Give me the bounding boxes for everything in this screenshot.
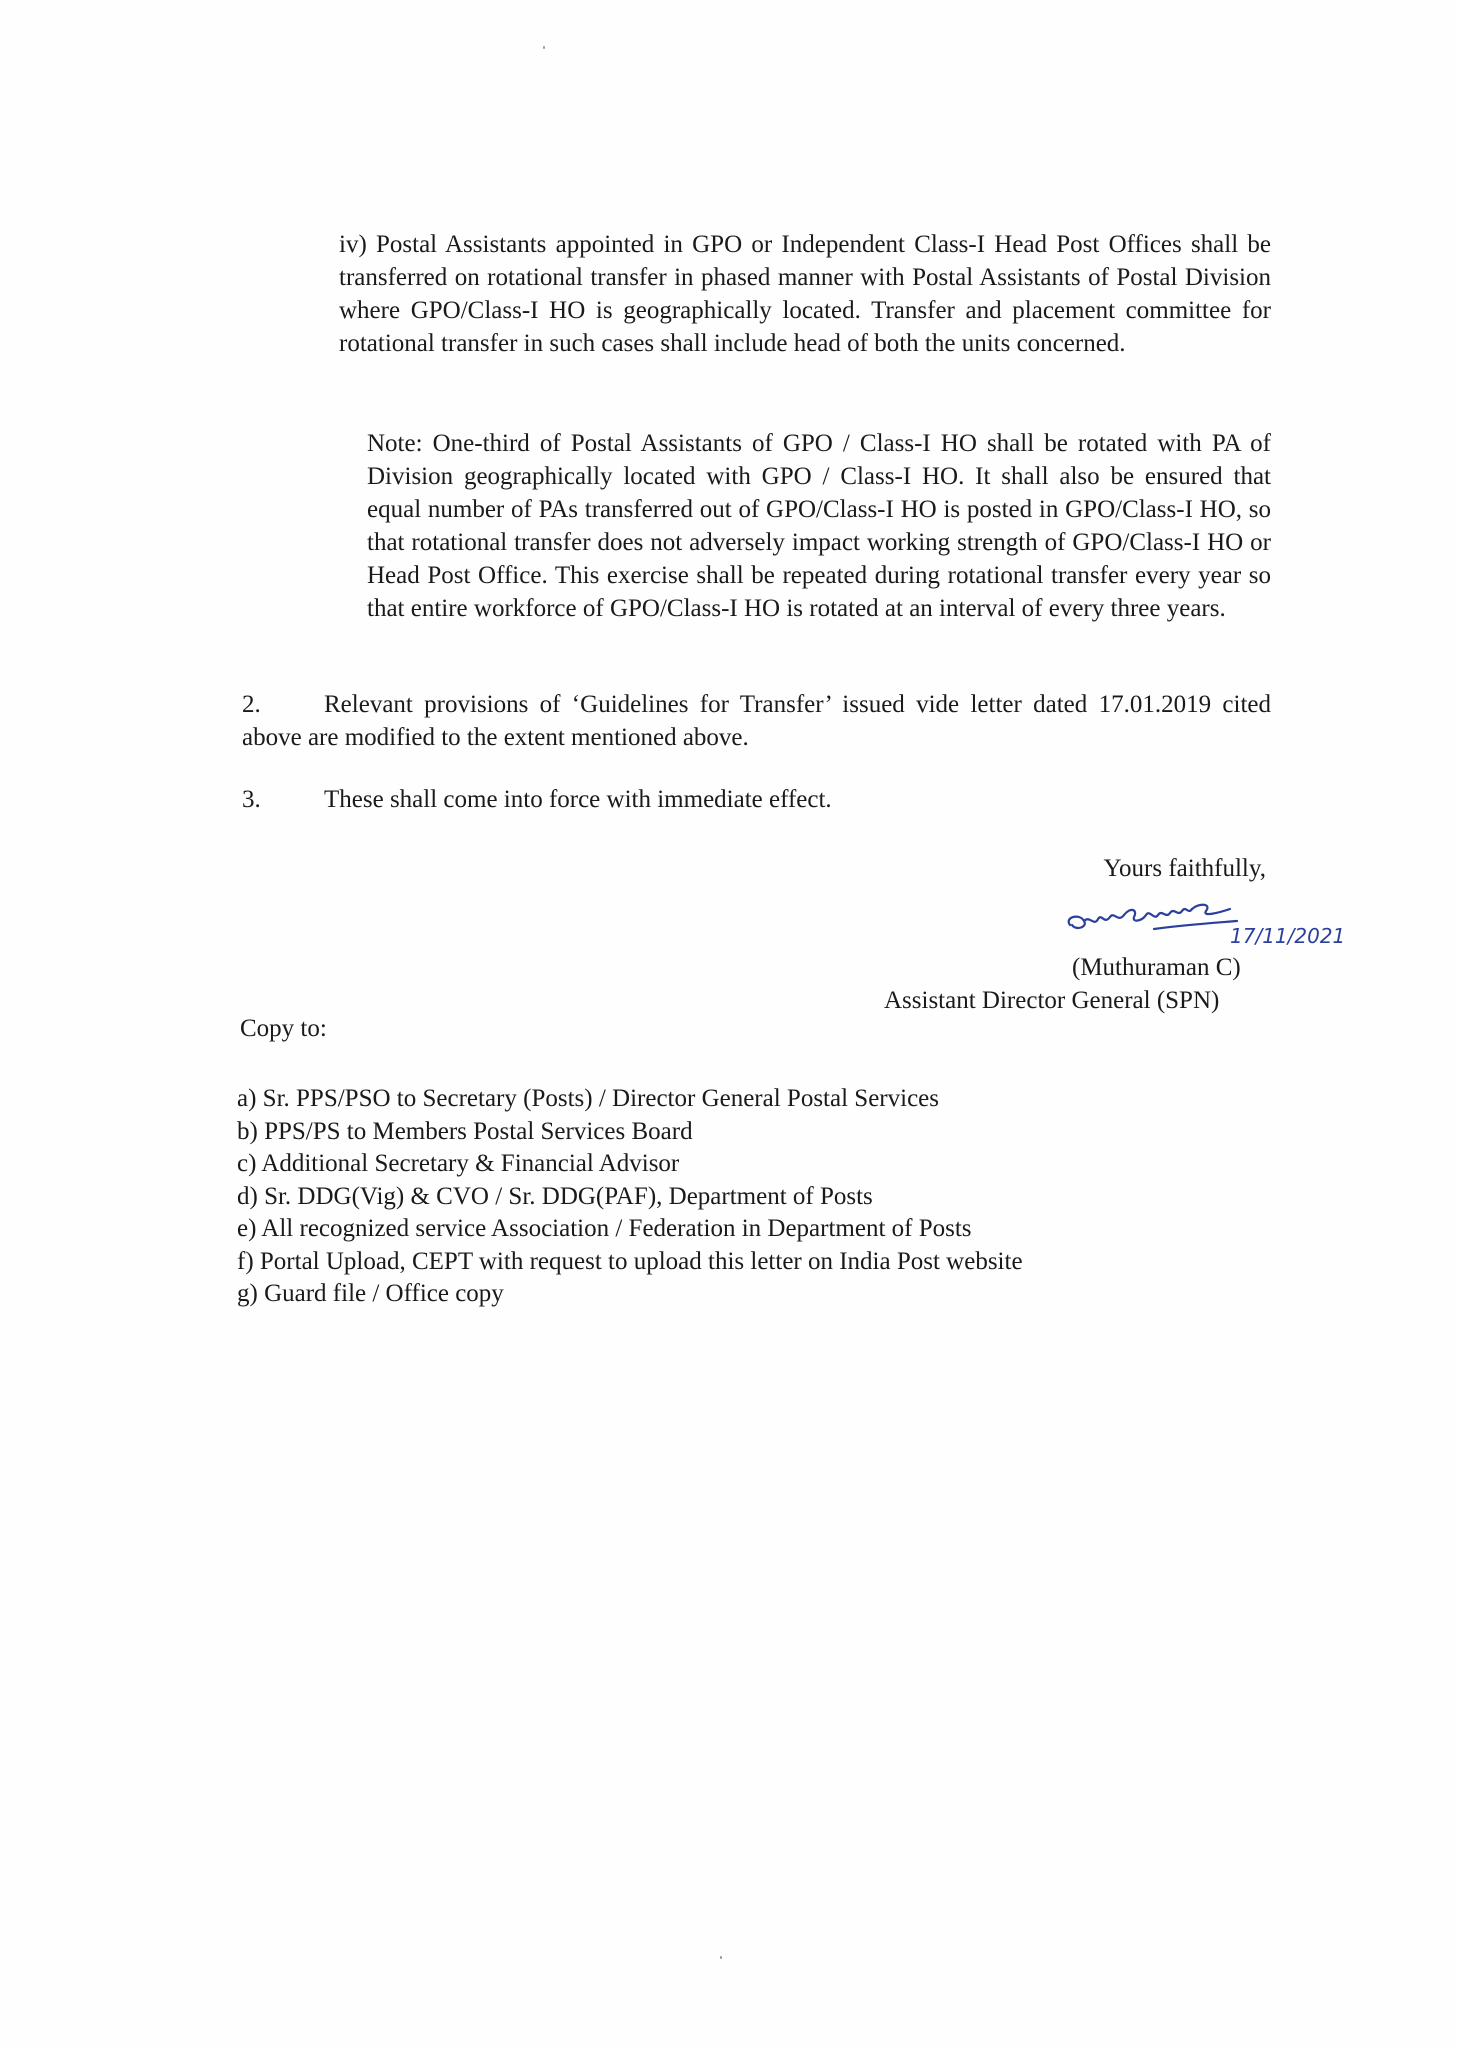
handwritten-signature <box>1062 895 1362 955</box>
closing-salutation: Yours faithfully, <box>1103 855 1266 882</box>
signatory-designation: Assistant Director General (SPN) <box>884 987 1220 1014</box>
paragraph-3 <box>242 783 1271 816</box>
list-item: a) Sr. PPS/PSO to Secretary (Posts) / Director General Postal Services <box>237 1085 939 1112</box>
paragraph-2-number: 2. <box>242 691 261 718</box>
paragraph-2 <box>242 688 1271 754</box>
list-item: b) PPS/PS to Members Postal Services Board <box>237 1117 693 1145</box>
signatory-name: (Muthuraman C) <box>1072 954 1241 981</box>
note-paragraph: Note: One-third of Postal Assistants of GPO / Class-I HO shall be rotated with PA of Division geographically located with GPO / Class-I HO. It shall also be ensured that equal number of PAs transferred out of GPO/Class-I HO is posted in GPO/Class-I HO, so that rotational transfer does not adversely impact working strength of GPO/Class-I HO or Head Post Office. This exercise shall be repeated during rotational transfer every year so that entire workforce of GPO/Class-I HO is rotated at an interval of every three years. <box>367 430 1271 622</box>
copy-to-heading: Copy to: <box>240 1015 327 1042</box>
list-item: e) All recognized service Association / Federation in Department of Posts <box>237 1215 972 1242</box>
paragraph-2-text: Relevant provisions of ‘Guidelines for Transfer’ issued vide letter dated 17.01.2019 cited above are modified to the extent mentioned above. <box>242 691 1271 751</box>
scan-speck <box>543 46 545 49</box>
list-item: d) Sr. DDG(Vig) & CVO / Sr. DDG(PAF), Department of Posts <box>237 1182 873 1210</box>
scan-speck <box>720 1956 722 1959</box>
signature-date: 17/11/2021 <box>1230 924 1346 948</box>
list-item: f) Portal Upload, CEPT with request to upload this letter on India Post website <box>237 1247 1023 1275</box>
paragraph-iv: iv) Postal Assistants appointed in GPO or Independent Class-I Head Post Offices shall be transferred on rotational transfer in phased manner with Postal Assistants of Postal Division where GPO/Class-I HO is geographically located. Transfer and placement committee for rotational transfer in such cases shall include head of both the units concerned. <box>339 231 1271 357</box>
list-item: c) Additional Secretary & Financial Advisor <box>237 1150 680 1177</box>
paragraph-3-number: 3. <box>242 786 261 813</box>
copy-to-list <box>237 1083 1023 1311</box>
list-item: g) Guard file / Office copy <box>237 1280 504 1307</box>
paragraph-3-text: These shall come into force with immediate effect. <box>324 786 832 813</box>
